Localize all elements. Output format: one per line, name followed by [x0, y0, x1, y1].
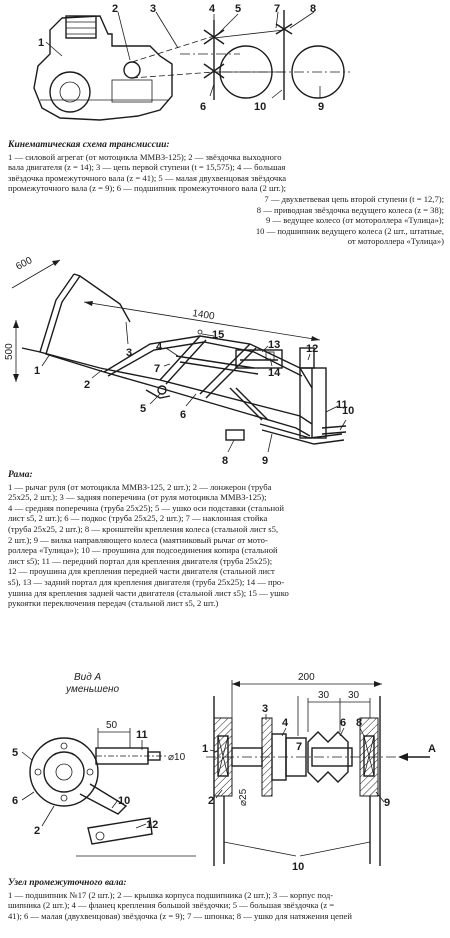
fig3-label-9: 9	[384, 797, 391, 809]
dim-600: 600	[14, 255, 35, 273]
caption-line: звёздочка промежуточного вала (z = 41); 5 — малая двухвенцовая звёздочка	[8, 172, 287, 183]
fig3-label-7: 7	[296, 741, 303, 753]
fig3-label-8: 8	[356, 717, 363, 729]
caption-line: 25х25, 2 шт.); 3 — задняя поперечина (от руля мотоцикла ММВЗ-125);	[8, 492, 267, 503]
caption-line: s5), 13 — задний портал для крепления двигателя (труба 25х25); 14 — про-	[8, 576, 285, 587]
fig1-label-4: 4	[209, 3, 216, 15]
caption-line: промежуточного вала (z = 9); 6 — подшипник промежуточного вала (2 шт.);	[8, 183, 287, 194]
fig3-label-4: 4	[282, 717, 289, 729]
fig3-label-6-right: 6	[340, 717, 347, 729]
fig1-label-1: 1	[38, 37, 45, 49]
fig2-label-7: 7	[154, 363, 161, 375]
caption-line: ушина для крепления задней части двигателя (стальной лист s5); 15 — ушко	[8, 587, 289, 598]
fig3-label-3: 3	[262, 703, 269, 715]
figure-frame	[0, 248, 450, 470]
fig2-label-6: 6	[180, 409, 187, 421]
fig2-label-9: 9	[262, 455, 269, 467]
caption-line: (труба 25х25, 2 шт.); 8 — кронштейн крепления колеса (стальной лист s5,	[8, 523, 279, 534]
figure-intermediate-shaft	[0, 656, 450, 878]
fig2-label-12: 12	[306, 343, 319, 355]
caption-line: 9 — ведущее колесо (от мотороллера «Тулица»);	[266, 215, 444, 226]
caption-line: 8 — приводная звёздочка ведущего колеса (z = 38);	[256, 204, 444, 215]
frame-dimensions	[4, 255, 320, 382]
caption-line: 1 — подшипник №17 (2 шт.); 2 — крышка корпуса подшипника (2 шт.); 3 — корпус под-	[8, 889, 334, 900]
fig3-label-10-right: 10	[292, 861, 305, 873]
intermediate-sprockets	[204, 10, 350, 100]
caption-line: 12 — проушина для крепления передней части двигателя (стальной лист	[8, 566, 275, 577]
caption-intermediate-shaft	[8, 878, 444, 921]
dim-200: 200	[298, 672, 315, 683]
fig1-label-10: 10	[254, 101, 267, 113]
caption-line: 10 — подшипник ведущего колеса (2 шт., штатные,	[255, 225, 444, 236]
figure-transmission-scheme	[0, 0, 450, 140]
caption-line: 1 — рычаг руля (от мотоцикла ММВЗ-125, 2 шт.); 2 — лонжерон (труба	[8, 481, 272, 492]
view-a-title: Вид А	[74, 672, 102, 683]
caption-line: от мотороллера «Тулица»)	[347, 236, 444, 247]
caption-line: шипника (2 шт.); 4 — фланец крепления большой звёздочки; 5 — большая звёздочка (z =	[8, 900, 335, 911]
caption-frame	[8, 470, 444, 609]
fig1-label-9: 9	[318, 101, 325, 113]
fig1-label-7: 7	[274, 3, 281, 15]
caption-line: рукоятки переключения передач (стальной лист s5, 2 шт.)	[8, 598, 219, 609]
fig3-label-6: 6	[12, 795, 19, 807]
fig2-label-2: 2	[84, 379, 91, 391]
caption-frame-title: Рама:	[8, 470, 33, 480]
caption-line: вала двигателя (z = 14); 3 — цепь первой ступени (t = 15,575); 4 — большая	[8, 162, 286, 173]
fig3-label-5: 5	[12, 747, 19, 759]
caption-line: лист s5); 11 — передний портал для крепления двигателя (труба 25х25);	[8, 555, 273, 566]
caption-line: 1 — силовой агрегат (от мотоцикла ММВЗ-125); 2 — звёздочка выходного	[8, 151, 282, 162]
caption-transmission-title: Кинематическая схема трансмиссии:	[8, 140, 170, 150]
caption-intermediate-shaft-title: Узел промежуточного вала:	[8, 878, 127, 888]
caption-line: 2 шт.); 9 — вилка направляющего колеса (маятниковый рычаг от мото-	[8, 534, 268, 545]
fig1-label-3: 3	[150, 3, 157, 15]
fig3-label-10: 10	[118, 795, 131, 807]
section-drawing	[206, 672, 436, 866]
caption-line: лист s5, 2 шт.); 6 — подкос (труба 25х25, 2 шт.); 7 — наклонная стойка	[8, 513, 268, 524]
dim-500: 500	[4, 343, 15, 360]
fig2-label-3: 3	[126, 347, 133, 359]
fig2-label-13: 13	[268, 339, 281, 351]
fig2-label-10: 10	[342, 405, 355, 417]
dim-1400: 1400	[191, 308, 216, 323]
fig1-label-2: 2	[112, 3, 119, 15]
caption-transmission	[8, 140, 444, 247]
figure1-labels	[38, 3, 324, 113]
fig1-label-8: 8	[310, 3, 317, 15]
fig1-label-5: 5	[235, 3, 242, 15]
fig2-label-11: 11	[336, 399, 348, 411]
figure3-labels	[12, 703, 390, 873]
fig2-label-5: 5	[140, 403, 147, 415]
fig3-label-1: 1	[202, 743, 209, 755]
fig2-label-15: 15	[212, 329, 225, 341]
fig2-label-14: 14	[268, 367, 281, 379]
fig2-label-1: 1	[34, 365, 41, 377]
dim-50: 50	[106, 720, 118, 731]
fig3-label-12: 12	[146, 819, 159, 831]
caption-line: 4 — средняя поперечина (труба 25х25); 5 — ушко оси подставки (стальной	[8, 502, 284, 513]
caption-line: 7 — двухветвевая цепь второй ступени (t = 12,7);	[264, 193, 444, 204]
caption-line: роллера «Тулица»); 10 — проушина для подсоединения копира (стальной	[8, 545, 278, 556]
fig3-label-2-left: 2	[34, 825, 41, 837]
dim-d25: ⌀25	[238, 788, 249, 806]
engine-unit-drawing	[34, 16, 172, 120]
view-a-drawing	[30, 672, 196, 856]
fig2-label-8: 8	[222, 455, 229, 467]
fig1-label-6: 6	[200, 101, 207, 113]
caption-line: 41); 6 — малая (двухвенцовая) звёздочка (z = 9); 7 — шпонка; 8 — ушко для натяжения цепей	[8, 910, 352, 921]
arrow-a-label: А	[428, 743, 436, 755]
fig3-label-2: 2	[208, 795, 215, 807]
fig3-label-11: 11	[136, 729, 148, 741]
fig2-label-4: 4	[156, 341, 163, 353]
dim-30b: 30	[348, 690, 360, 701]
dim-30a: 30	[318, 690, 330, 701]
view-a-subtitle: уменьшено	[66, 684, 120, 695]
dim-d10: ⌀10	[168, 752, 186, 763]
